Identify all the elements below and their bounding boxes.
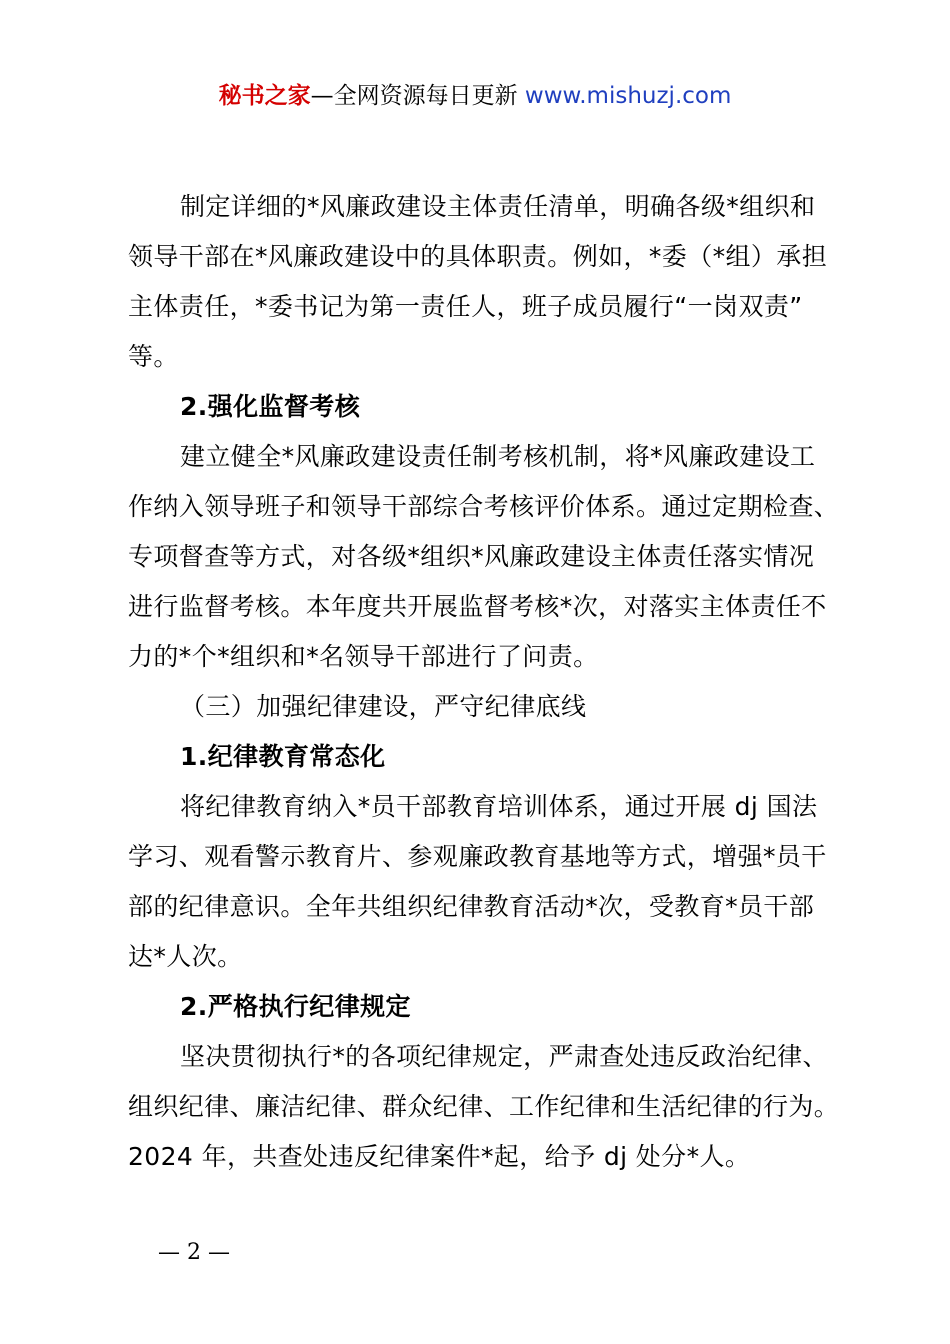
paragraph-line: 制定详细的*风廉政建设主体责任清单，明确各级*组织和 bbox=[180, 192, 816, 221]
site-header bbox=[0, 80, 950, 112]
site-brand: 秘书之家 bbox=[218, 83, 311, 109]
section-heading: 1.纪律教育常态化 bbox=[180, 742, 386, 771]
paragraph-line: 进行监督考核。本年度共开展监督考核*次，对落实主体责任不 bbox=[128, 592, 827, 621]
paragraph-line: 主体责任，*委书记为第一责任人，班子成员履行“一岗双责” bbox=[128, 292, 803, 321]
section-heading: 2.强化监督考核 bbox=[180, 392, 361, 421]
paragraph-line: 坚决贯彻执行*的各项纪律规定，严肃查处违反政治纪律、 bbox=[180, 1042, 828, 1071]
section-heading: 2.严格执行纪律规定 bbox=[180, 992, 411, 1021]
paragraph-line: 专项督查等方式，对各级*组织*风廉政建设主体责任落实情况 bbox=[128, 542, 815, 571]
chapter-heading: （三）加强纪律建设，严守纪律底线 bbox=[180, 692, 587, 721]
page-number: — 2 — bbox=[158, 1240, 230, 1265]
paragraph-line: 部的纪律意识。全年共组织纪律教育活动*次，受教育*员干部 bbox=[128, 892, 815, 921]
paragraph-line: 组织纪律、廉洁纪律、群众纪律、工作纪律和生活纪律的行为。 bbox=[128, 1092, 840, 1121]
site-tagline: —全网资源每日更新 bbox=[310, 83, 518, 109]
paragraph-line: 达*人次。 bbox=[128, 942, 243, 971]
paragraph-line: 学习、观看警示教育片、参观廉政教育基地等方式，增强*员干 bbox=[128, 842, 827, 871]
document-body bbox=[128, 182, 848, 1182]
paragraph-line: 作纳入领导班子和领导干部综合考核评价体系。通过定期检查、 bbox=[128, 492, 840, 521]
paragraph-line: 力的*个*组织和*名领导干部进行了问责。 bbox=[128, 642, 599, 671]
paragraph-line: 建立健全*风廉政建设责任制考核机制，将*风廉政建设工 bbox=[180, 442, 816, 471]
paragraph-line: 将纪律教育纳入*员干部教育培训体系，通过开展 dj 国法 bbox=[180, 792, 818, 821]
paragraph-line: 2024 年，共查处违反纪律案件*起，给予 dj 处分*人。 bbox=[128, 1142, 751, 1171]
paragraph-line: 领导干部在*风廉政建设中的具体职责。例如，*委（*组）承担 bbox=[128, 242, 828, 271]
paragraph-line: 等。 bbox=[128, 342, 179, 371]
site-url-link[interactable]: www.mishuzj.com bbox=[524, 83, 732, 109]
